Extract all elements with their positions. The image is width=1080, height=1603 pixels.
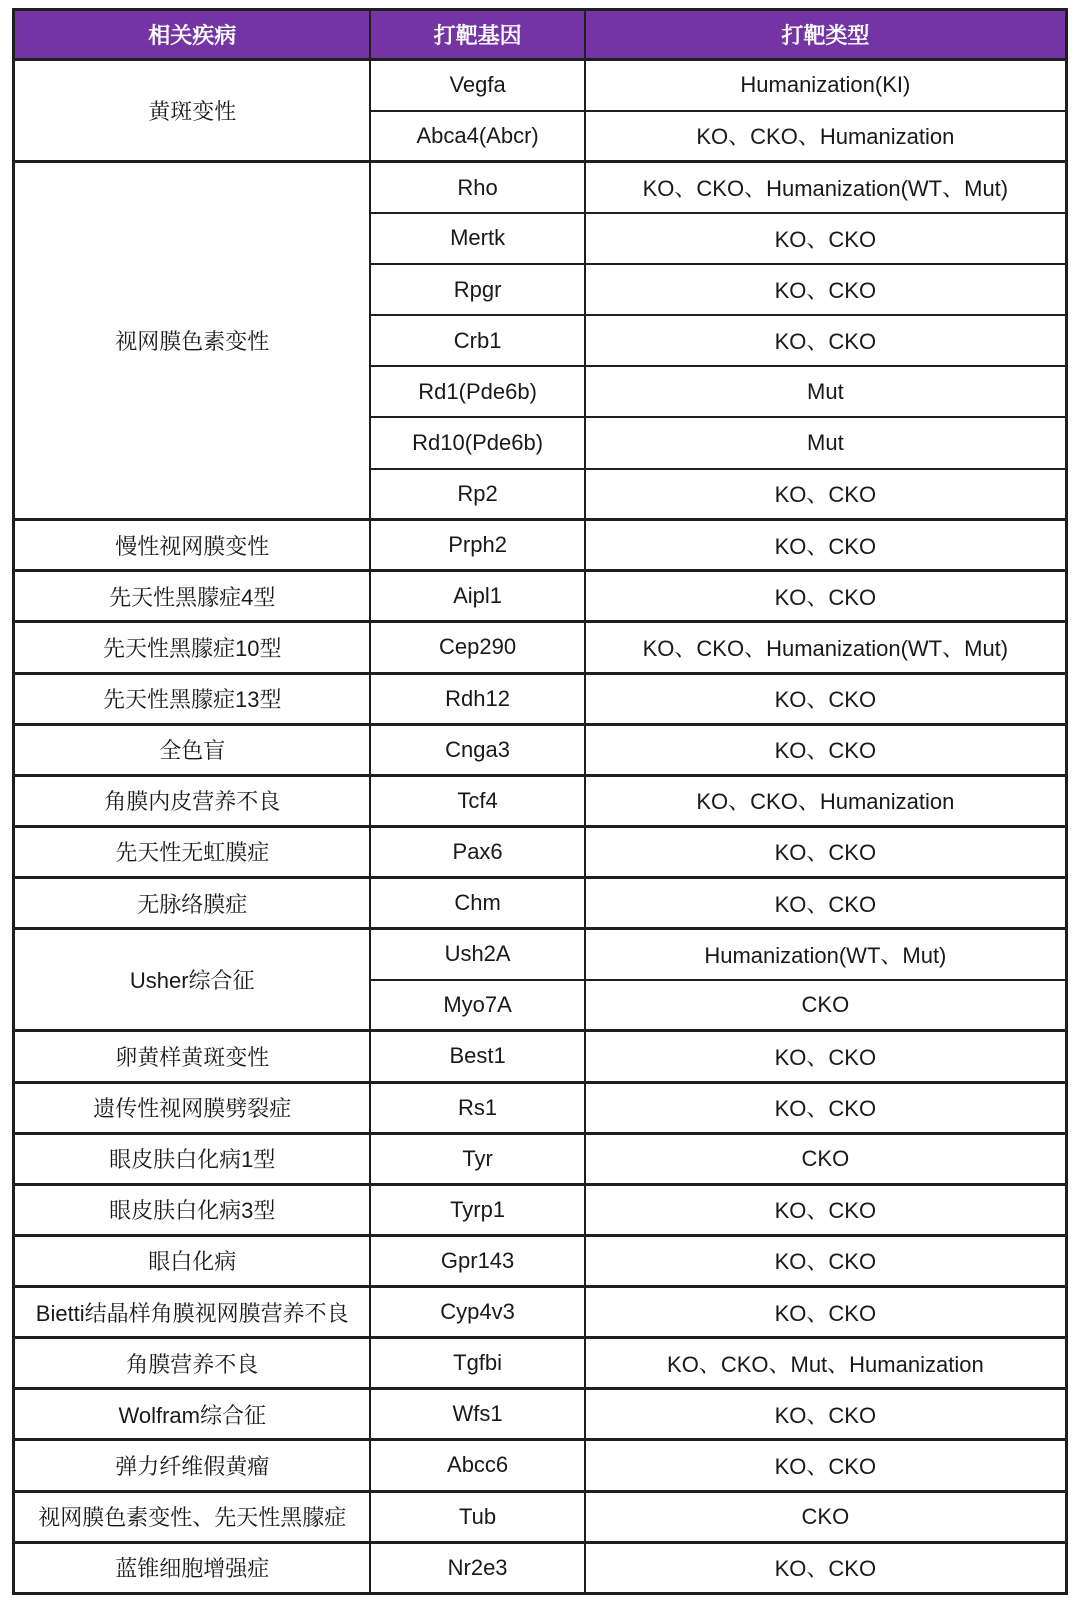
gene-cell: Tyr <box>370 1133 584 1184</box>
disease-cell: 视网膜色素变性、先天性黑朦症 <box>14 1491 371 1542</box>
table-row <box>14 1338 1067 1389</box>
type-cell: KO、CKO <box>585 1542 1067 1593</box>
table-row <box>14 1184 1067 1235</box>
type-cell: KO、CKO <box>585 1235 1067 1286</box>
header-cell-disease: 相关疾病 <box>14 10 371 60</box>
gene-cell: Nr2e3 <box>370 1542 584 1593</box>
table-row <box>14 673 1067 724</box>
table-row <box>14 929 1067 980</box>
disease-gene-table <box>12 8 1068 1595</box>
gene-cell: Vegfa <box>370 60 584 111</box>
disease-cell: 眼皮肤白化病1型 <box>14 1133 371 1184</box>
gene-cell: Mertk <box>370 213 584 264</box>
gene-cell: Cep290 <box>370 622 584 673</box>
disease-cell: 先天性黑朦症13型 <box>14 673 371 724</box>
gene-cell: Chm <box>370 878 584 929</box>
gene-cell: Wfs1 <box>370 1389 584 1440</box>
type-cell: CKO <box>585 1491 1067 1542</box>
type-cell: KO、CKO、Humanization <box>585 111 1067 162</box>
type-cell: CKO <box>585 1133 1067 1184</box>
type-cell: CKO <box>585 980 1067 1031</box>
type-cell: KO、CKO、Humanization <box>585 775 1067 826</box>
table-row <box>14 1491 1067 1542</box>
type-cell: KO、CKO <box>585 1082 1067 1133</box>
disease-cell: 角膜营养不良 <box>14 1338 371 1389</box>
type-cell: KO、CKO <box>585 878 1067 929</box>
type-cell: KO、CKO <box>585 1184 1067 1235</box>
table-row <box>14 622 1067 673</box>
table-row <box>14 1133 1067 1184</box>
table-header <box>14 10 1067 60</box>
disease-cell: 先天性黑朦症10型 <box>14 622 371 673</box>
gene-cell: Rd10(Pde6b) <box>370 417 584 468</box>
disease-cell: 慢性视网膜变性 <box>14 520 371 571</box>
disease-cell: Usher综合征 <box>14 929 371 1031</box>
disease-cell: 无脉络膜症 <box>14 878 371 929</box>
gene-cell: Tyrp1 <box>370 1184 584 1235</box>
header-row <box>14 10 1067 60</box>
gene-cell: Best1 <box>370 1031 584 1082</box>
disease-cell: 黄斑变性 <box>14 60 371 162</box>
gene-cell: Abcc6 <box>370 1440 584 1491</box>
table-row <box>14 1542 1067 1593</box>
gene-cell: Rs1 <box>370 1082 584 1133</box>
gene-cell: Aipl1 <box>370 571 584 622</box>
table-body <box>14 60 1067 1594</box>
table-row <box>14 1235 1067 1286</box>
type-cell: KO、CKO <box>585 571 1067 622</box>
gene-cell: Cnga3 <box>370 724 584 775</box>
header-cell-gene: 打靶基因 <box>370 10 584 60</box>
gene-cell: Prph2 <box>370 520 584 571</box>
disease-cell: 角膜内皮营养不良 <box>14 775 371 826</box>
type-cell: KO、CKO、Humanization(WT、Mut) <box>585 162 1067 213</box>
table-row <box>14 724 1067 775</box>
type-cell: KO、CKO <box>585 469 1067 520</box>
gene-cell: Myo7A <box>370 980 584 1031</box>
type-cell: Humanization(WT、Mut) <box>585 929 1067 980</box>
gene-cell: Rdh12 <box>370 673 584 724</box>
table-row <box>14 775 1067 826</box>
disease-cell: 视网膜色素变性 <box>14 162 371 520</box>
gene-cell: Tcf4 <box>370 775 584 826</box>
gene-cell: Rd1(Pde6b) <box>370 366 584 417</box>
table-row <box>14 878 1067 929</box>
disease-cell: 弹力纤维假黄瘤 <box>14 1440 371 1491</box>
disease-cell: 先天性黑朦症4型 <box>14 571 371 622</box>
disease-cell: 眼皮肤白化病3型 <box>14 1184 371 1235</box>
type-cell: KO、CKO <box>585 213 1067 264</box>
table-row <box>14 162 1067 213</box>
gene-cell: Gpr143 <box>370 1235 584 1286</box>
type-cell: KO、CKO <box>585 826 1067 877</box>
table-row <box>14 826 1067 877</box>
table-row <box>14 60 1067 111</box>
gene-cell: Rp2 <box>370 469 584 520</box>
disease-cell: Wolfram综合征 <box>14 1389 371 1440</box>
type-cell: KO、CKO、Mut、Humanization <box>585 1338 1067 1389</box>
gene-cell: Rpgr <box>370 264 584 315</box>
table-row <box>14 1440 1067 1491</box>
gene-cell: Abca4(Abcr) <box>370 111 584 162</box>
type-cell: KO、CKO <box>585 520 1067 571</box>
type-cell: Mut <box>585 417 1067 468</box>
table-row <box>14 1389 1067 1440</box>
table-row <box>14 1287 1067 1338</box>
type-cell: KO、CKO <box>585 1031 1067 1082</box>
disease-cell: 眼白化病 <box>14 1235 371 1286</box>
type-cell: KO、CKO <box>585 1389 1067 1440</box>
type-cell: KO、CKO <box>585 724 1067 775</box>
type-cell: KO、CKO <box>585 673 1067 724</box>
table-row <box>14 1031 1067 1082</box>
type-cell: KO、CKO <box>585 315 1067 366</box>
gene-cell: Pax6 <box>370 826 584 877</box>
gene-cell: Tub <box>370 1491 584 1542</box>
gene-cell: Rho <box>370 162 584 213</box>
gene-cell: Cyp4v3 <box>370 1287 584 1338</box>
disease-cell: Bietti结晶样角膜视网膜营养不良 <box>14 1287 371 1338</box>
disease-cell: 遗传性视网膜劈裂症 <box>14 1082 371 1133</box>
gene-cell: Ush2A <box>370 929 584 980</box>
table-row <box>14 571 1067 622</box>
type-cell: KO、CKO <box>585 264 1067 315</box>
disease-cell: 全色盲 <box>14 724 371 775</box>
header-cell-type: 打靶类型 <box>585 10 1067 60</box>
type-cell: KO、CKO <box>585 1287 1067 1338</box>
gene-cell: Tgfbi <box>370 1338 584 1389</box>
gene-cell: Crb1 <box>370 315 584 366</box>
table-row <box>14 520 1067 571</box>
disease-cell: 蓝锥细胞增强症 <box>14 1542 371 1593</box>
type-cell: Humanization(KI) <box>585 60 1067 111</box>
table-row <box>14 1082 1067 1133</box>
type-cell: Mut <box>585 366 1067 417</box>
disease-cell: 先天性无虹膜症 <box>14 826 371 877</box>
type-cell: KO、CKO、Humanization(WT、Mut) <box>585 622 1067 673</box>
disease-cell: 卵黄样黄斑变性 <box>14 1031 371 1082</box>
type-cell: KO、CKO <box>585 1440 1067 1491</box>
